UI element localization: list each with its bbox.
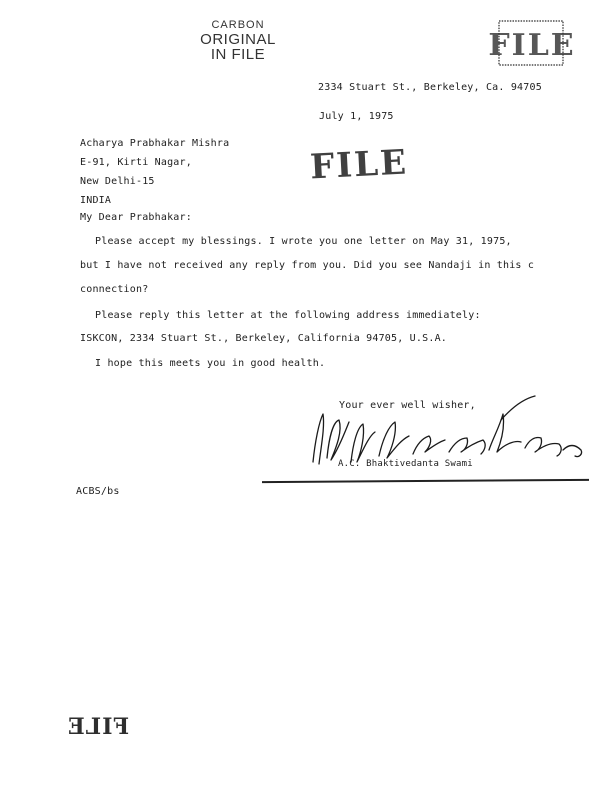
salutation: My Dear Prabhakar: xyxy=(80,212,192,223)
closing: Your ever well wisher, xyxy=(339,400,476,411)
return-address: ISKCON, 2334 Stuart St., Berkeley, California 94705, U.S.A. xyxy=(80,333,448,344)
body-line: I hope this meets you in good health. xyxy=(95,358,326,369)
sender-address: 2334 Stuart St., Berkeley, Ca. 94705 xyxy=(318,82,542,93)
recipient-country: INDIA xyxy=(80,195,112,206)
file-stamp-top-right xyxy=(488,18,576,68)
signer-name: A.C. Bhaktivedanta Swami xyxy=(338,459,473,469)
body-line: Please accept my blessings. I wrote you one letter on May 31, 1975, xyxy=(95,236,512,247)
carbon-original-stamp xyxy=(193,20,283,63)
stamp-in-file-line: IN FILE xyxy=(210,46,266,64)
body-line: but I have not received any reply from you. Did you see Nandaji in this c xyxy=(80,260,535,271)
letter-date: July 1, 1975 xyxy=(319,111,394,122)
body-line: Please reply this letter at the following address immediately: xyxy=(95,310,481,321)
recipient-name: Acharya Prabhakar Mishra xyxy=(80,138,230,149)
stamp-original-line: ORIGINAL xyxy=(200,30,276,48)
svg-text:FILE: FILE xyxy=(66,714,130,740)
stamp-carbon-line: CARBON xyxy=(211,19,265,31)
reference-initials: ACBS/bs xyxy=(76,486,120,497)
file-stamp-middle xyxy=(309,142,410,188)
svg-text:FILE: FILE xyxy=(309,142,410,188)
file-stamp-mirrored xyxy=(66,712,130,740)
body-line: connection? xyxy=(80,284,149,295)
recipient-city: New Delhi-15 xyxy=(80,176,155,187)
svg-text:FILE: FILE xyxy=(488,28,576,63)
recipient-street: E-91, Kirti Nagar, xyxy=(80,157,192,168)
